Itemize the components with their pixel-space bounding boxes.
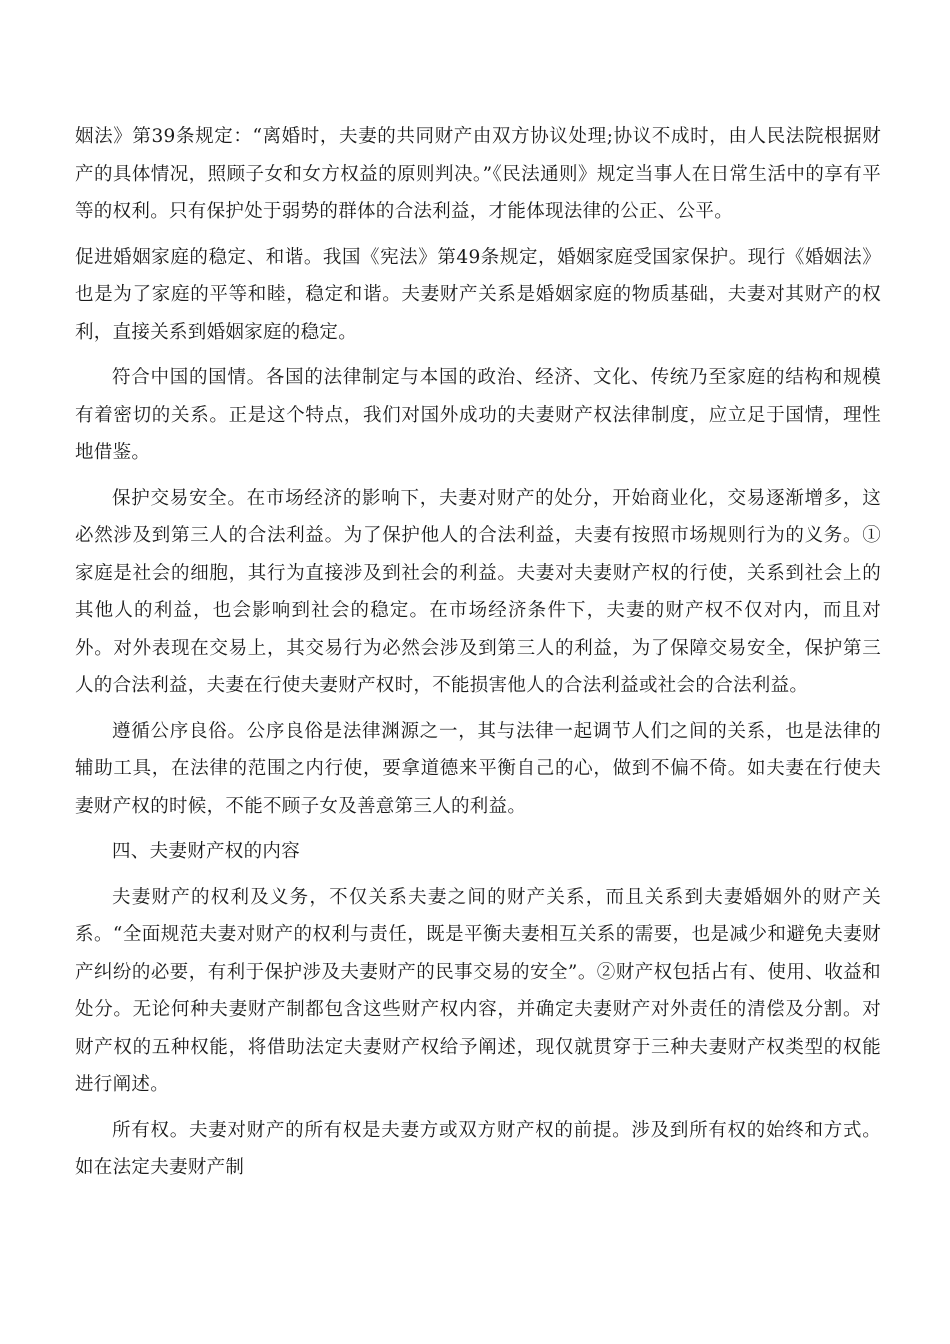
paragraph-6: 夫妻财产的权利及义务，不仅关系夫妻之间的财产关系，而且关系到夫妻婚姻外的财产关系。“全面规范夫妻对财产的权利与责任，既是平衡夫妻相互关系的需要，也是减少和避免夫妻财产纠纷的必要，有利于保护涉及夫妻财产的民事交易的安全”。②财产权包括占有、使用、收益和处分。无论何种夫妻财产制都包含这些财产权内容，并确定夫妻财产对外责任的清偿及分割。对财产权的五种权能，将借助法定夫妻财产权给予阐述，现仅就贯穿于三种夫妻财产权类型的权能进行阐述。 [75, 886, 881, 1095]
paragraph-1: 姻法》第39条规定：“离婚时，夫妻的共同财产由双方协议处理;协议不成时，由人民法院根据财产的具体情况，照顾子女和女方权益的原则判决。”《民法通则》规定当事人在日常生活中的享有平等的权利。只有保护处于弱势的群体的合法利益，才能体现法律的公正、公平。 [75, 126, 881, 222]
document-body [75, 118, 881, 1195]
paragraph-4: 保护交易安全。在市场经济的影响下，夫妻对财产的处分，开始商业化，交易逐渐增多，这必然涉及到第三人的合法利益。为了保护他人的合法利益，夫妻有按照市场规则行为的义务。①家庭是社会的细胞，其行为直接涉及到社会的利益。夫妻对夫妻财产权的行使，关系到社会上的其他人的利益，也会影响到社会的稳定。在市场经济条件下，夫妻的财产权不仅对内，而且对外。对外表现在交易上，其交易行为必然会涉及到第三人的利益，为了保障交易安全，保护第三人的合法利益，夫妻在行使夫妻财产权时，不能损害他人的合法利益或社会的合法利益。 [75, 487, 881, 696]
paragraph-2: 促进婚姻家庭的稳定、和谐。我国《宪法》第49条规定，婚姻家庭受国家保护。现行《婚姻法》也是为了家庭的平等和睦，稳定和谐。夫妻财产关系是婚姻家庭的物质基础，夫妻对其财产的权利，直接关系到婚姻家庭的稳定。 [75, 246, 881, 343]
paragraph-5: 遵循公序良俗。公序良俗是法律渊源之一，其与法律一起调节人们之间的关系，也是法律的辅助工具，在法律的范围之内行使，要拿道德来平衡自己的心，做到不偏不倚。如夫妻在行使夫妻财产权的时候，不能不顾子女及善意第三人的利益。 [75, 720, 881, 817]
section-heading: 四、夫妻财产权的内容 [112, 841, 301, 862]
paragraph-7: 所有权。夫妻对财产的所有权是夫妻方或双方财产权的前提。涉及到所有权的始终和方式。如在法定夫妻财产制 [75, 1119, 881, 1178]
paragraph-3: 符合中国的国情。各国的法律制定与本国的政治、经济、文化、传统乃至家庭的结构和规模有着密切的关系。正是这个特点，我们对国外成功的夫妻财产权法律制度，应立足于国情，理性地借鉴。 [75, 367, 881, 463]
